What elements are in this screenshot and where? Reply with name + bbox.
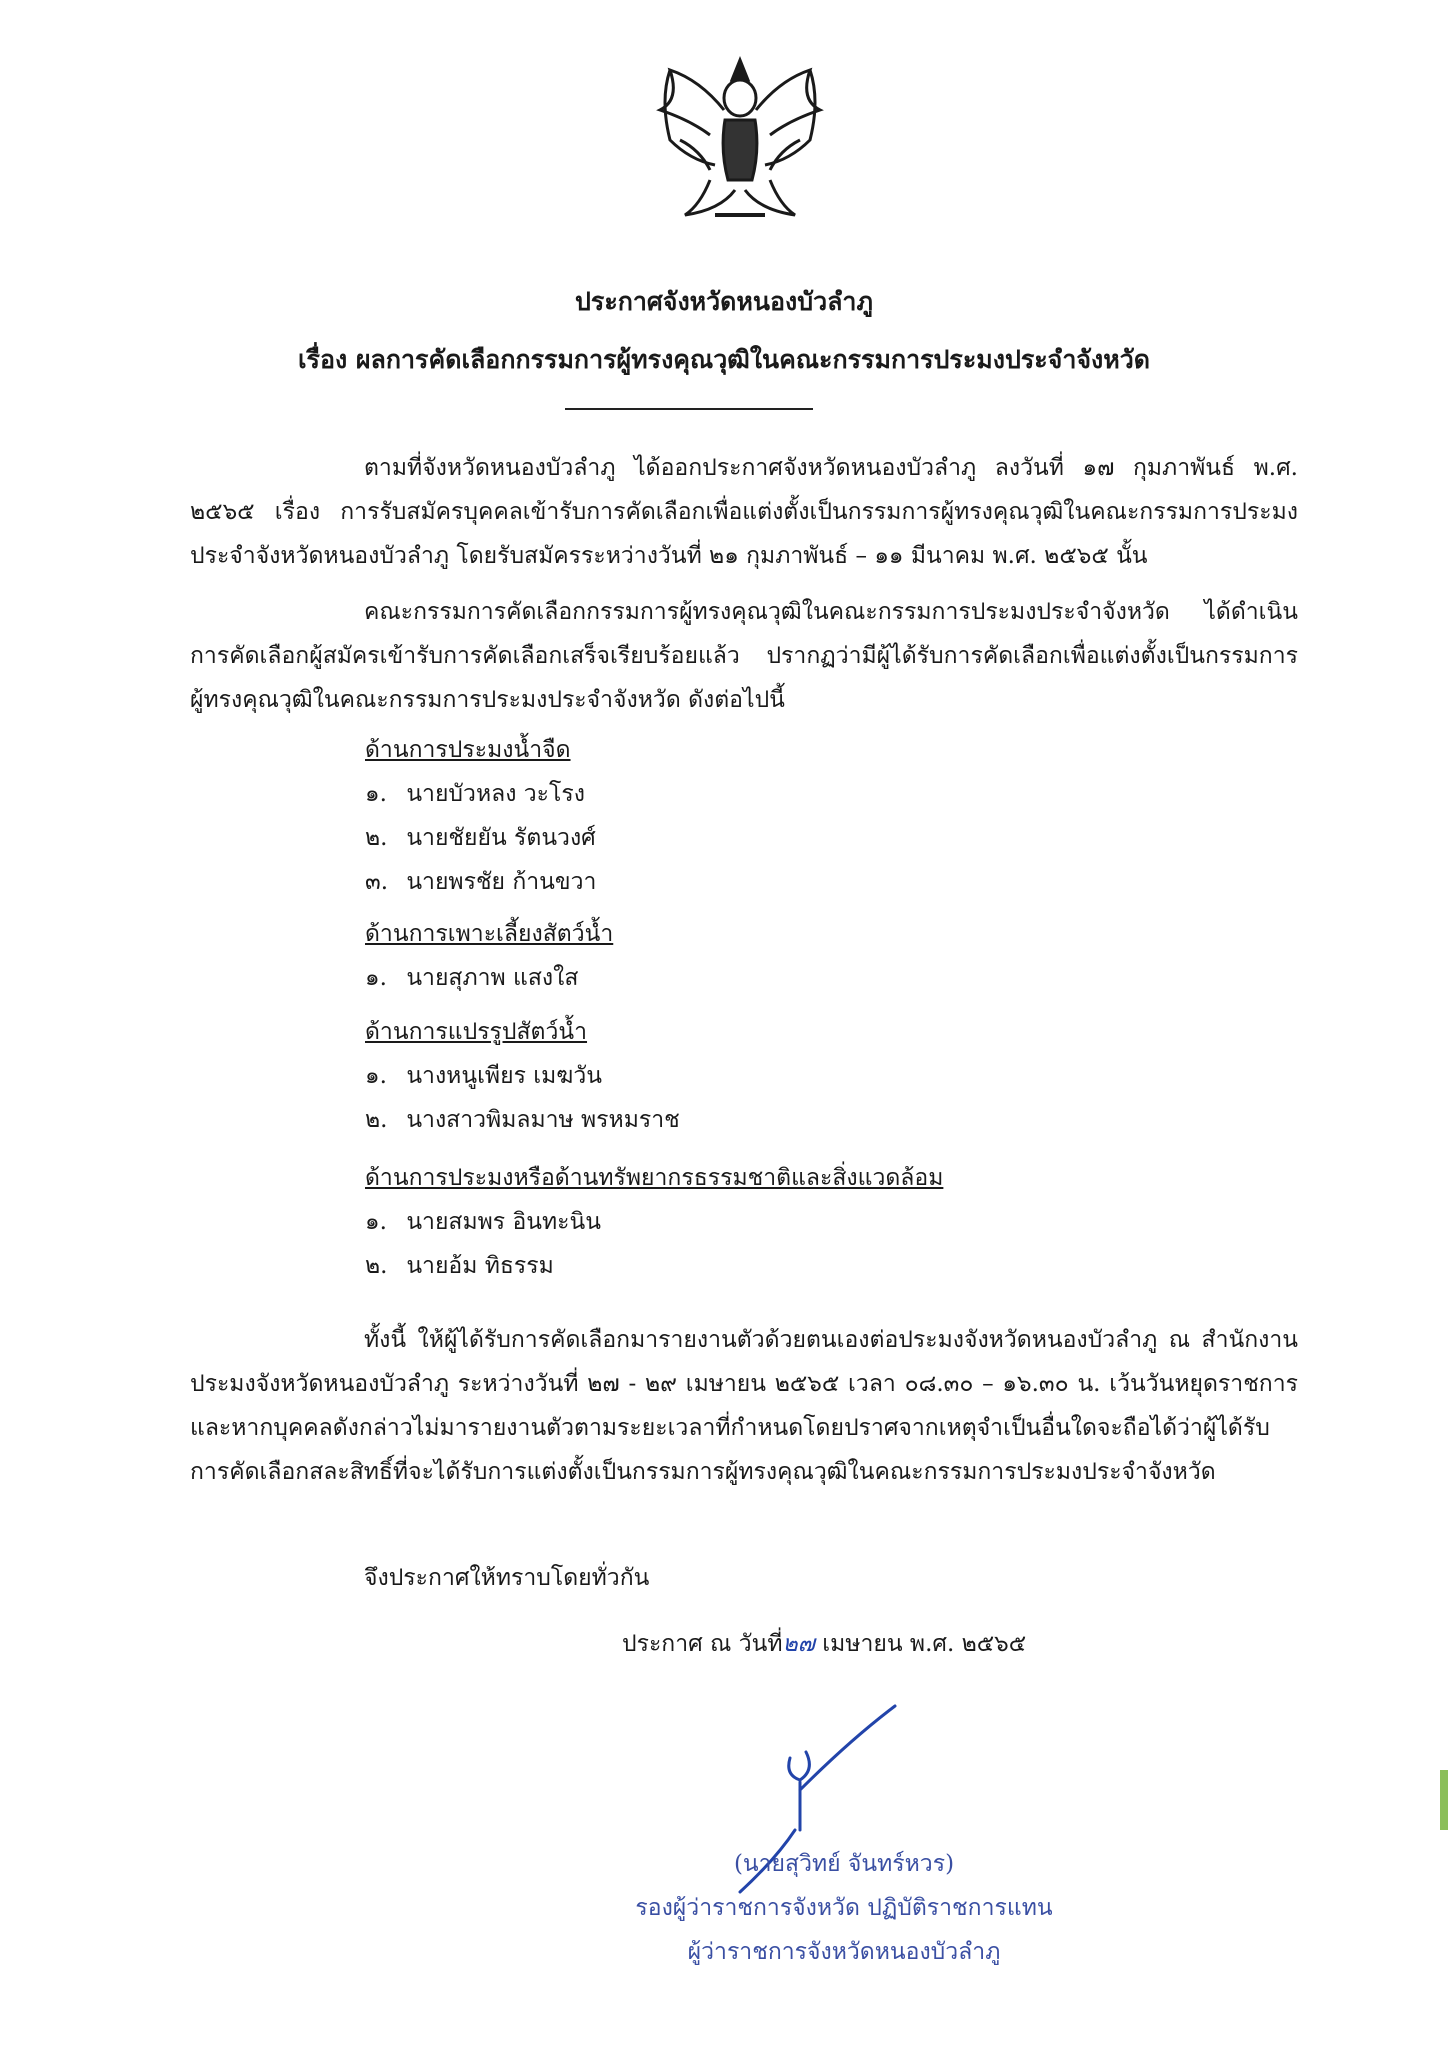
date-prefix: ประกาศ ณ วันที่: [622, 1631, 783, 1657]
member-name: นายพรชัย ก้านขวา: [406, 869, 597, 895]
handwritten-day: ๒๗: [782, 1631, 815, 1657]
list-item: [365, 776, 585, 812]
closing-statement: จึงประกาศให้ทราบโดยทั่วกัน: [364, 1565, 650, 1591]
member-name: นายชัยยัน รัตนวงศ์: [406, 825, 596, 851]
list-item: [365, 1058, 602, 1094]
category-aquatic-processing: ด้านการแปรรูปสัตว์น้ำ: [365, 1019, 588, 1045]
signatory-authority: ผู้ว่าราชการจังหวัดหนองบัวลำภู: [687, 1939, 1001, 1965]
paragraph-reporting-instructions: ทั้งนี้ ให้ผู้ได้รับการคัดเลือกมารายงานตัวด้วยตนเองต่อประมงจังหวัดหนองบัวลำภู ณ สำนักงานประมงจังหวัดหนองบัวลำภู ระหว่างวันที่ ๒๗ - ๒๙ เมษายน ๒๕๖๕ เวลา ๐๘.๓๐ – ๑๖.๓๐ น. เว้นวันหยุดราชการ และหากบุคคลดังกล่าวไม่มารายงานตัวตามระยะเวลาที่กำหนดโดยปราศจากเหตุจำเป็นอื่นใดจะถือได้ว่าผู้ได้รับการคัดเลือกสละสิทธิ์ที่จะได้รับการแต่งตั้งเป็นกรรมการผู้ทรงคุณวุฒิในคณะกรรมการประมงประจำจังหวัด: [190, 1327, 1298, 1485]
member-name: นางหนูเพียร เมฆวัน: [406, 1063, 602, 1089]
item-number: ๑.: [365, 1063, 387, 1089]
category-aquaculture: ด้านการเพาะเลี้ยงสัตว์น้ำ: [365, 921, 614, 947]
list-item: [365, 1102, 680, 1138]
category-fishery-or-natural-resources: ด้านการประมงหรือด้านทรัพยากรธรรมชาติและสิ่งแวดล้อม: [365, 1165, 944, 1191]
item-number: ๑.: [365, 781, 387, 807]
paragraph-background: ตามที่จังหวัดหนองบัวลำภู ได้ออกประกาศจังหวัดหนองบัวลำภู ลงวันที่ ๑๗ กุมภาพันธ์ พ.ศ. ๒๕๖๕ เรื่อง การรับสมัครบุคคลเข้ารับการคัดเลือกเพื่อแต่งตั้งเป็นกรรมการผู้ทรงคุณวุฒิในคณะกรรมการประมงประจำจังหวัดหนองบัวลำภู โดยรับสมัครระหว่างวันที่ ๒๑ กุมภาพันธ์ – ๑๑ มีนาคม พ.ศ. ๒๕๖๕ นั้น: [190, 455, 1298, 569]
item-number: ๒.: [365, 1107, 388, 1133]
title-divider: [565, 408, 813, 410]
list-item: [365, 960, 578, 996]
item-number: ๓.: [365, 869, 389, 895]
list-item: [365, 1204, 601, 1240]
member-name: นายอ้ม ทิธรรม: [406, 1253, 554, 1279]
item-number: ๒.: [365, 1253, 388, 1279]
member-name: นางสาวพิมลมาษ พรหมราช: [406, 1107, 680, 1133]
item-number: ๒.: [365, 825, 388, 851]
member-name: นายสุภาพ แสงใส: [406, 965, 579, 991]
member-name: นายบัวหลง วะโรง: [406, 781, 585, 807]
list-item: [365, 864, 596, 900]
document-subject: เรื่อง ผลการคัดเลือกกรรมการผู้ทรงคุณวุฒิในคณะกรรมการประมงประจำจังหวัด: [298, 345, 1150, 374]
list-item: [365, 1248, 554, 1284]
item-number: ๑.: [365, 1209, 387, 1235]
item-number: ๑.: [365, 965, 387, 991]
garuda-emblem-icon: [640, 40, 840, 240]
category-freshwater-fishery: ด้านการประมงน้ำจืด: [365, 737, 571, 763]
document-title: ประกาศจังหวัดหนองบัวลำภู: [575, 287, 873, 316]
signatory-position: รองผู้ว่าราชการจังหวัด ปฏิบัติราชการแทน: [635, 1895, 1053, 1921]
paragraph-selection-result: คณะกรรมการคัดเลือกกรรมการผู้ทรงคุณวุฒิในคณะกรรมการประมงประจำจังหวัด ได้ดำเนินการคัดเลือกผู้สมัครเข้ารับการคัดเลือกเสร็จเรียบร้อยแล้ว ปรากฏว่ามีผู้ได้รับการคัดเลือกเพื่อแต่งตั้งเป็นกรรมการผู้ทรงคุณวุฒิในคณะกรรมการประมงประจำจังหวัด ดังต่อไปนี้: [190, 599, 1298, 713]
member-name: นายสมพร อินทะนิน: [406, 1209, 601, 1235]
scan-edge-mark: [1440, 1770, 1448, 1830]
signatory-name: (นายสุวิทย์ จันทร์หวร): [733, 1851, 955, 1877]
date-suffix: เมษายน พ.ศ. ๒๕๖๕: [814, 1631, 1027, 1657]
list-item: [365, 820, 596, 856]
announcement-date: [622, 1626, 1026, 1662]
